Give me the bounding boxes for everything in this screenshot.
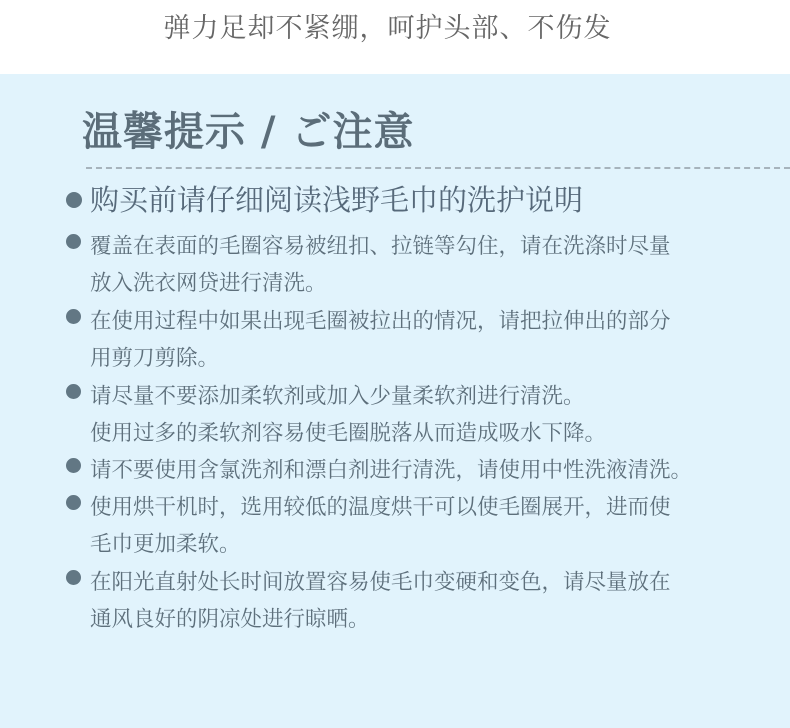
care-instruction-line: 使用过多的柔软剂容易使毛圈脱落从而造成吸水下降。: [90, 421, 607, 446]
lead-instruction-text: 购买前请仔细阅读浅野毛巾的洗护说明: [90, 183, 584, 217]
care-instruction-item: [66, 489, 726, 565]
care-instruction-line: 毛巾更加柔软。: [90, 532, 241, 557]
care-instruction-line: 在阳光直射处长时间放置容易使毛巾变硬和变色，请尽量放在: [90, 570, 671, 595]
care-instruction-line: 用剪刀剪除。: [90, 346, 220, 371]
bullet-icon: [66, 570, 81, 585]
bullet-icon: [66, 458, 81, 473]
care-instruction-item: [66, 378, 726, 454]
bullet-icon: [66, 309, 81, 324]
bullet-icon: [66, 495, 81, 510]
bullet-icon: [66, 192, 82, 208]
lead-instruction: [66, 178, 726, 222]
care-instruction-line: 通风良好的阴凉处进行晾晒。: [90, 607, 370, 632]
care-instruction-line: 放入洗衣网贷进行清洗。: [90, 271, 327, 296]
care-instruction-item: [66, 228, 726, 304]
care-instruction-item: [66, 564, 726, 640]
care-instruction-line: 请尽量不要添加柔软剂或加入少量柔软剂进行清洗。: [90, 384, 585, 409]
top-caption-strip: [0, 0, 790, 74]
care-instruction-line: 使用烘干机时，选用较低的温度烘干可以使毛圈展开，进而使: [90, 495, 671, 520]
care-instruction-line: 请不要使用含氯洗剂和漂白剂进行清洗，请使用中性洗液清洗。: [90, 458, 693, 483]
care-instruction-line: 在使用过程中如果出现毛圈被拉出的情况，请把拉伸出的部分: [90, 309, 671, 334]
bullet-icon: [66, 384, 81, 399]
care-notice-title: 温馨提示 / ご注意: [82, 109, 415, 155]
care-instruction-line: 覆盖在表面的毛圈容易被纽扣、拉链等勾住，请在洗涤时尽量: [90, 234, 671, 259]
bullet-icon: [66, 234, 81, 249]
dashed-divider: [86, 167, 790, 169]
care-instruction-item: [66, 303, 726, 379]
top-caption: 弹力足却不紧绷，呵护头部、不伤发: [163, 13, 612, 44]
care-instruction-item: [66, 452, 726, 490]
